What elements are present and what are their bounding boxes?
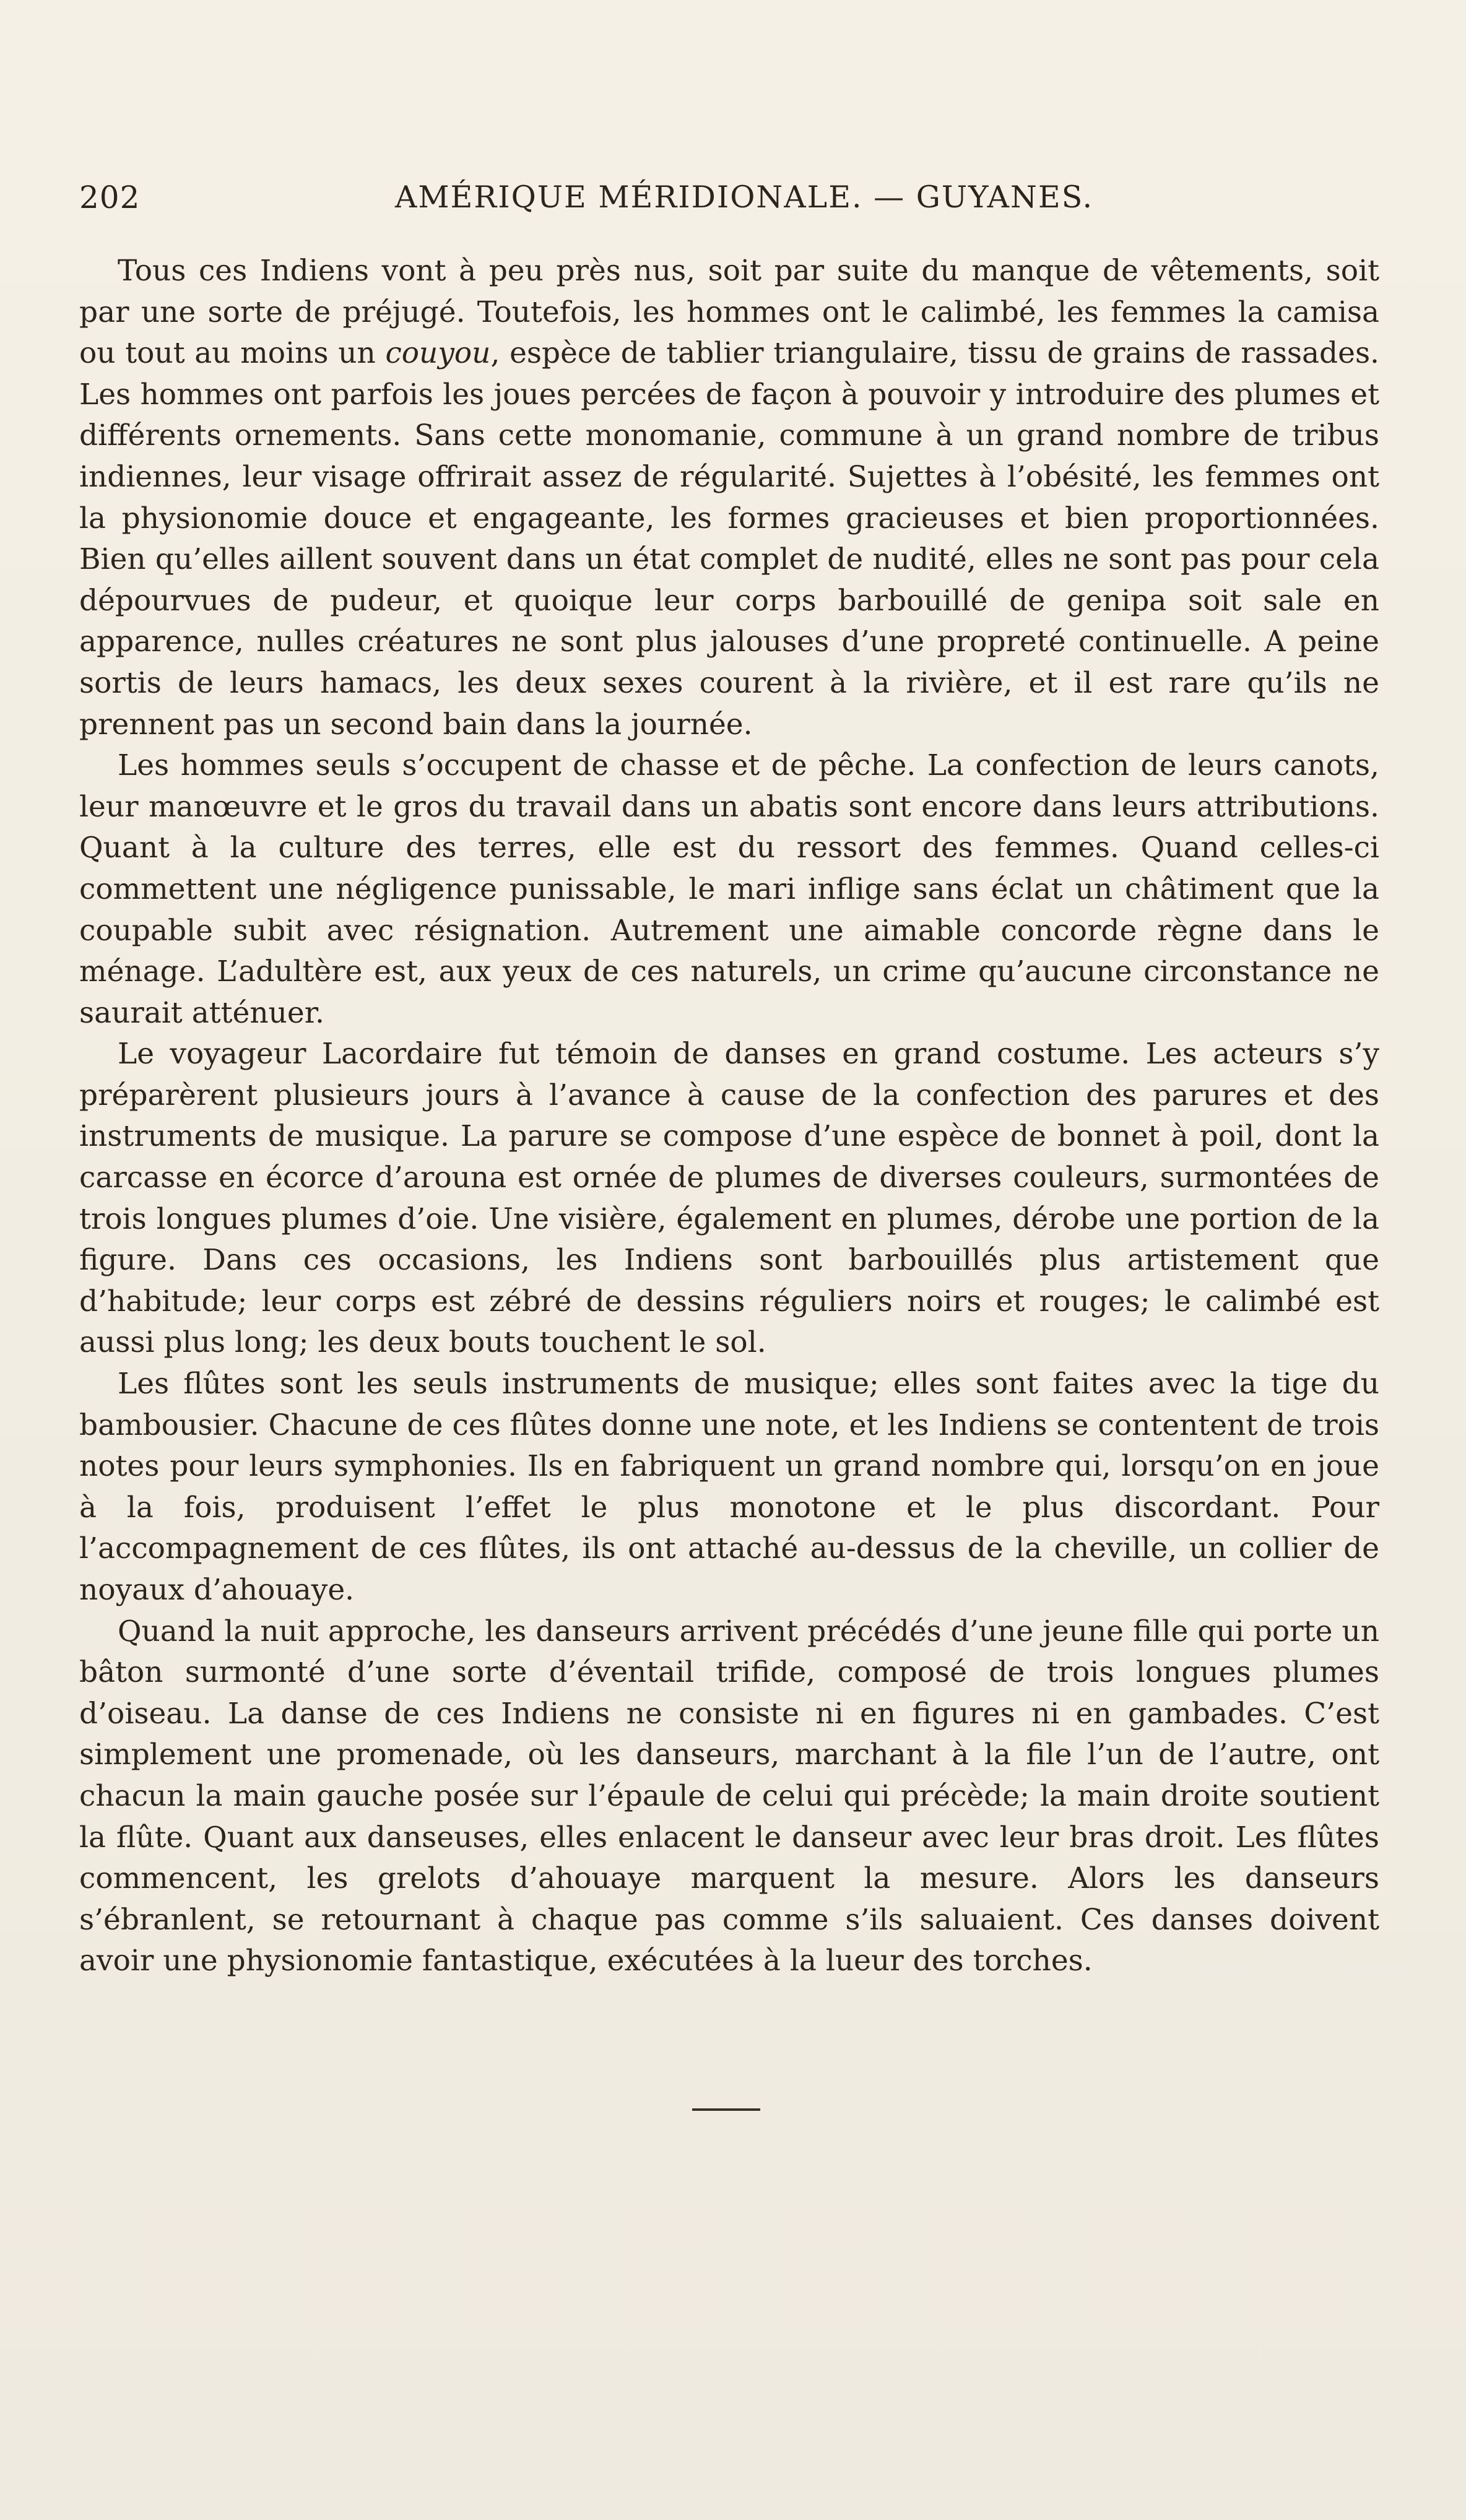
paragraph-1-text-start: Tous ces Indiens vont à peu près nus, soit par suite du manque de vêtements, soit par une sorte de préjugé. Toutefois, les hommes ont le calimbé, les femmes la camisa ou tout au moins un [79,254,1379,371]
page-header [79,180,1404,229]
paragraph-5: Quand la nuit approche, les danseurs arrivent précédés d’une jeune fille qui porte un bâton surmonté d’une sorte d’éventail trifide, composé de trois longues plumes d’oiseau. La danse de ces Indiens ne consiste ni en figures ni en gambades. C’est simplement une promenade, où les danseurs, marchant à la file l’un de l’autre, ont chacun la main gauche posée sur l’épaule de celui qui précède; la main droite soutient la flûte. Quant aux danseuses, elles enlacent le danseur avec leur bras droit. Les flûtes commencent, les grelots d’ahouaye marquent la mesure. Alors les danseurs s’ébranlent, se retournant à chaque pas comme s’ils saluaient. Ces danses doivent avoir une physionomie fantastique, exécutées à la lueur des torches. [79,1614,1379,1978]
italic-term-couyou: couyou [385,336,491,371]
running-title: AMÉRIQUE MÉRIDIONALE. — GUYANES. [395,180,1094,215]
page-number: 202 [79,180,141,215]
paragraph-1 [79,251,1379,745]
body-text [79,251,1379,1982]
paragraph-4: Les flûtes sont les seuls instruments de musique; elles sont faites avec la tige du bambousier. Chacune de ces flûtes donne une note, et les Indiens se contentent de trois notes pour leurs symphonies. Ils en fabriquent un grand nombre qui, lorsqu’on en joue à la fois, produisent l’effet le plus monotone et le plus discordant. Pour l’accompagnement de ces flûtes, ils ont attaché au-dessus de la cheville, un collier de noyaux d’ahouaye. [79,1367,1379,1607]
paragraph-2: Les hommes seuls s’occupent de chasse et de pêche. La confection de leurs canots, leur manœuvre et le gros du travail dans un abatis sont encore dans leurs attributions. Quant à la culture des terres, elle est du ressort des femmes. Quand celles-ci commettent une négligence punissable, le mari inflige sans éclat un châtiment que la coupable subit avec résignation. Autrement une aimable concorde règne dans le ménage. L’adultère est, aux yeux de ces naturels, un crime qu’aucune circonstance ne saurait atténuer. [79,748,1379,1030]
paragraph-1-text-end: , espèce de tablier triangulaire, tissu de grains de rassades. Les hommes ont parfois les joues percées de façon à pouvoir y introduire des plumes et différents ornements. Sans cette monomanie, commune à un grand nombre de tribus indiennes, leur visage offrirait assez de régularité. Sujettes à l’obésité, les femmes ont la physionomie douce et engageante, les formes gracieuses et bien proportionnées. Bien qu’elles aillent souvent dans un état complet de nudité, elles ne sont pas pour cela dépourvues de pudeur, et quoique leur corps barbouillé de genipa soit sale en apparence, nulles créatures ne sont plus jalouses d’une propreté continuelle. A peine sortis de leurs hamacs, les deux sexes courent à la rivière, et il est rare qu’ils ne prennent pas un second bain dans la journée. [79,336,1379,742]
paragraph-3: Le voyageur Lacordaire fut témoin de danses en grand costume. Les acteurs s’y préparèrent plusieurs jours à l’avance à cause de la confection des parures et des instruments de musique. La parure se compose d’une espèce de bonnet à poil, dont la carcasse en écorce d’arouna est ornée de plumes de diverses couleurs, surmontées de trois longues plumes d’oie. Une visière, également en plumes, dérobe une portion de la figure. Dans ces occasions, les Indiens sont barbouillés plus artistement que d’habitude; leur corps est zébré de dessins réguliers noirs et rouges; le calimbé est aussi plus long; les deux bouts touchent le sol. [79,1037,1379,1360]
section-end-rule [692,2108,760,2111]
